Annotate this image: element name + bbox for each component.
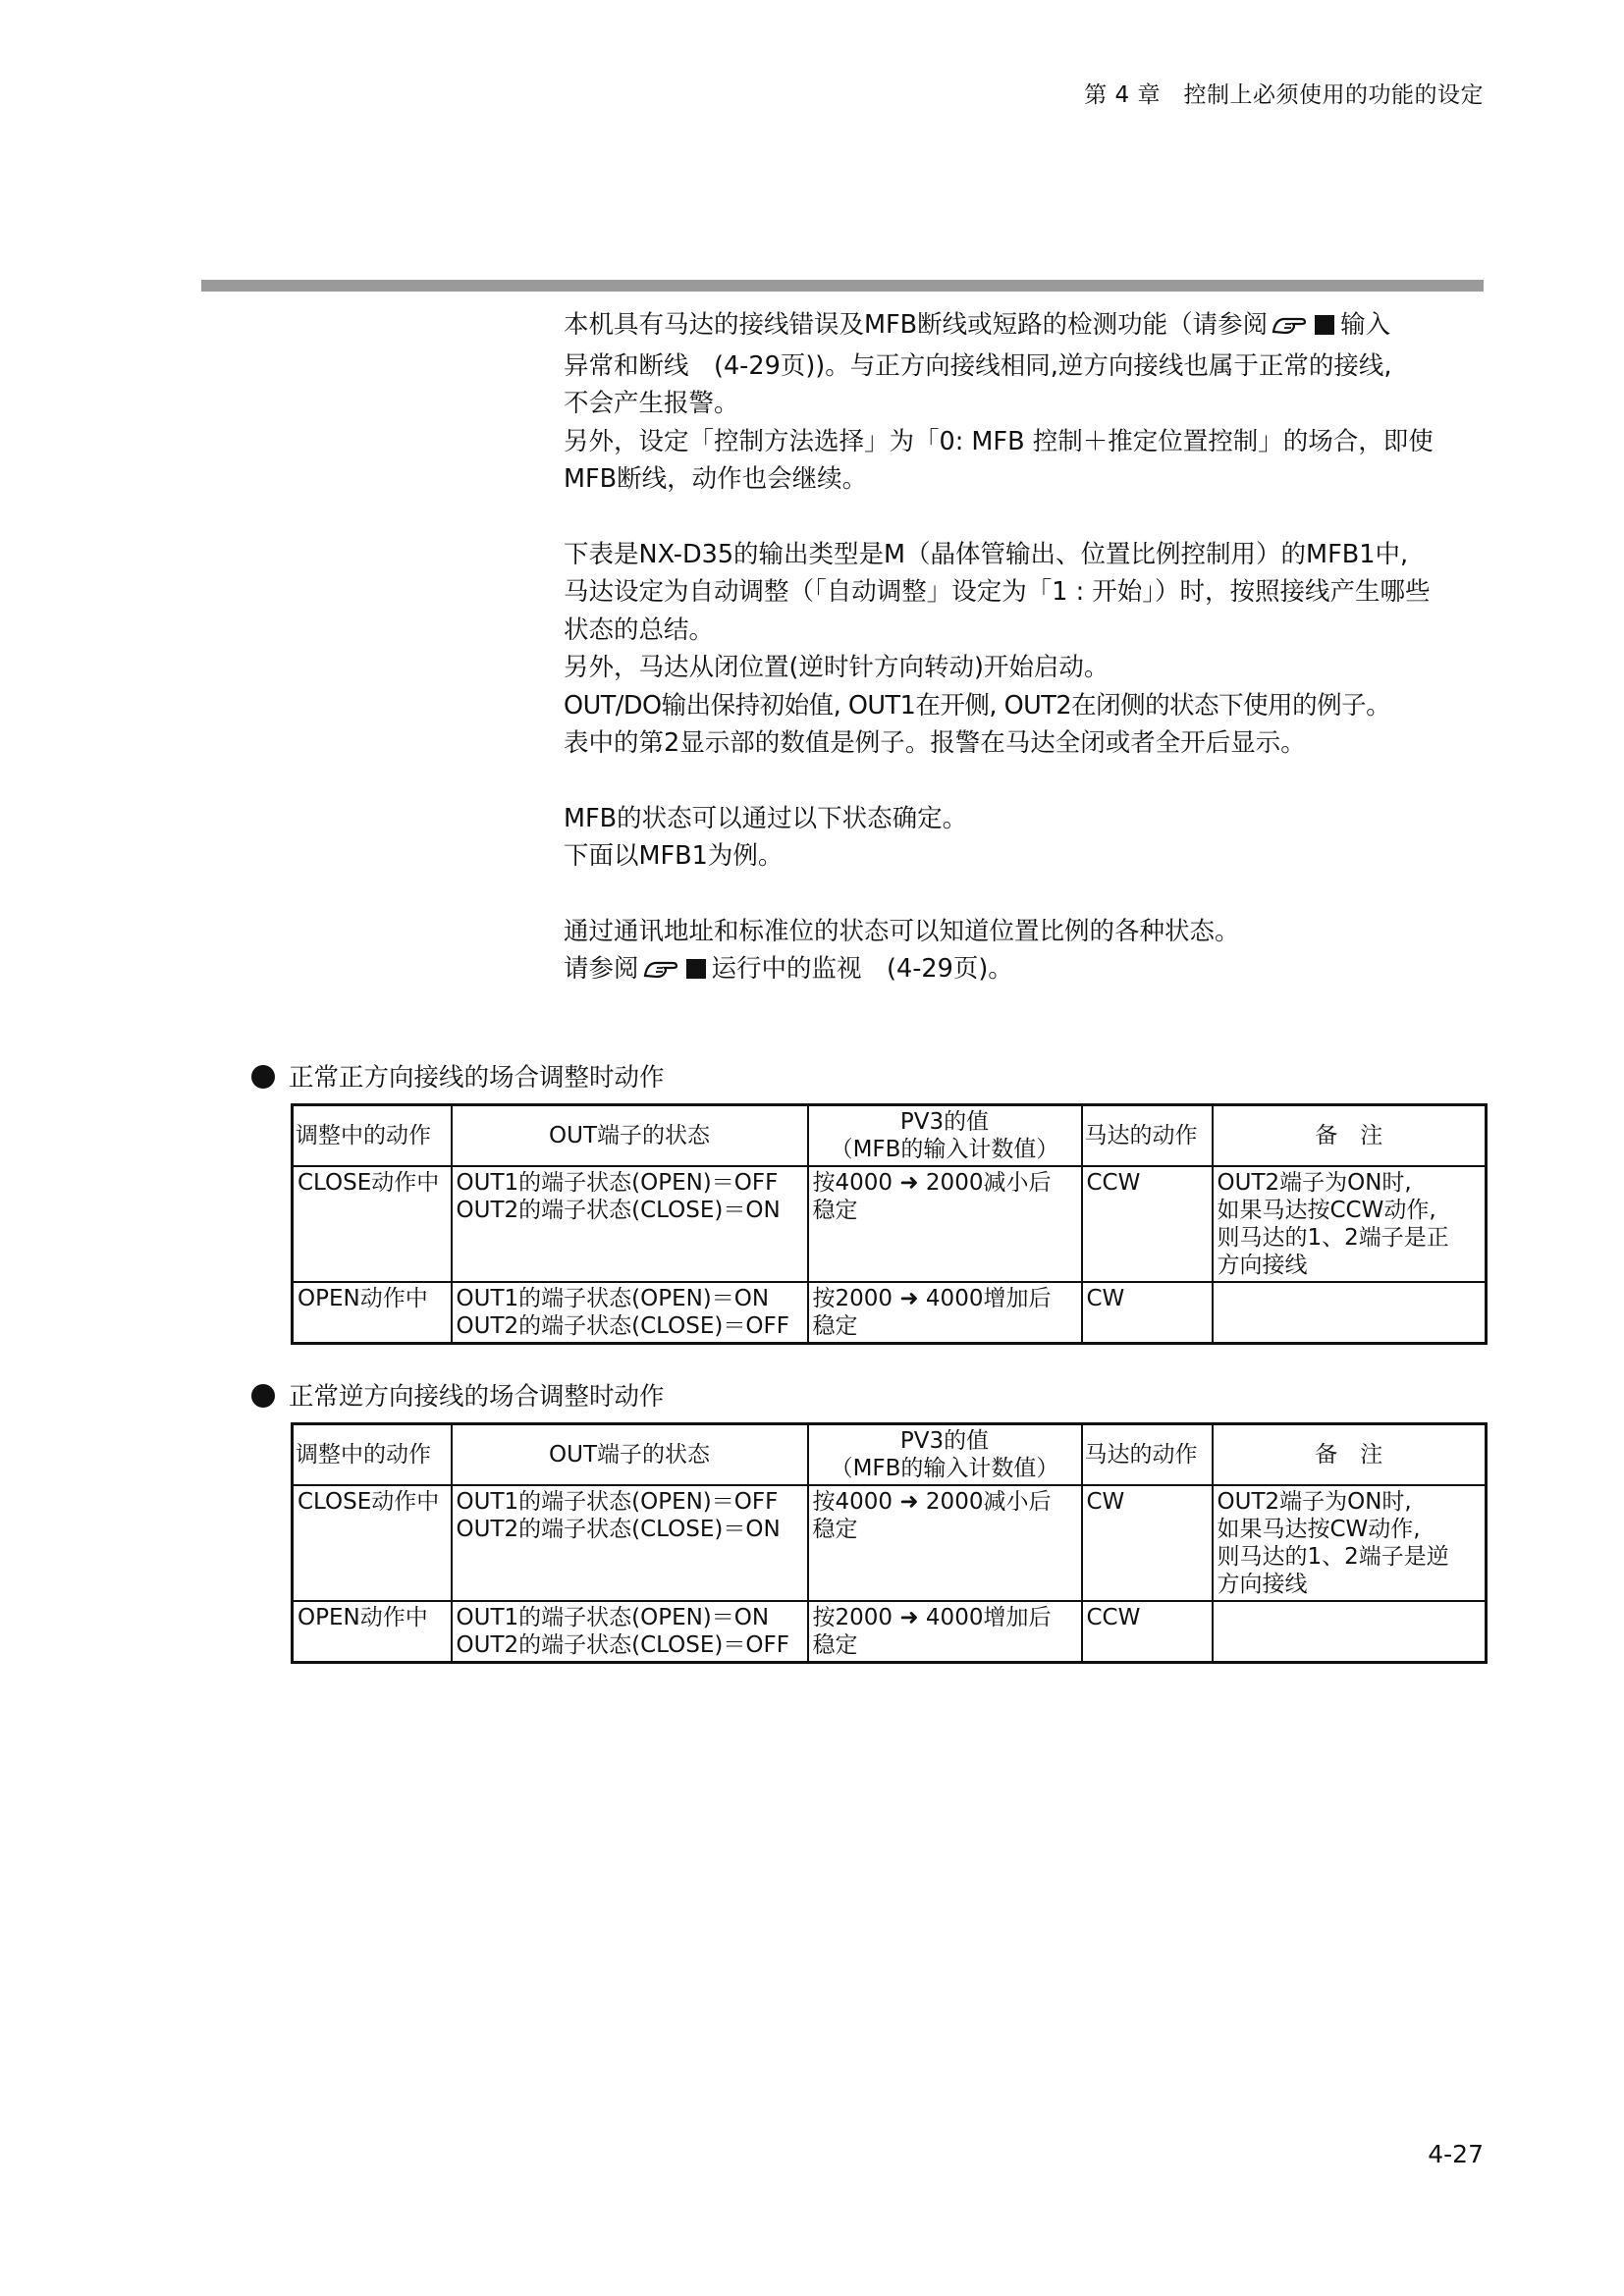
header-action: 调整中的动作: [293, 1105, 452, 1167]
cell-pv3: [808, 1485, 1082, 1601]
cell-notes: [1213, 1485, 1487, 1601]
paragraph-line: [564, 950, 1487, 991]
bullet-icon: [251, 1384, 275, 1408]
paragraph-line: 另外，马达从闭位置(逆时针方向转动)开始启动。: [564, 653, 1110, 682]
paragraph-line: MFB断线，动作也会继续。: [564, 464, 868, 494]
cell-motor: CCW: [1082, 1166, 1213, 1282]
header-out-state: OUT端子的状态: [452, 1424, 808, 1486]
section-divider: [201, 280, 1484, 292]
paragraph-line: MFB的状态可以通过以下状态确定。: [564, 803, 968, 833]
text-span: OUT2的端子状态(CLOSE)＝ON: [456, 1517, 781, 1542]
header-motor: 马达的动作: [1082, 1105, 1213, 1167]
cell-pv3: [808, 1282, 1082, 1344]
paragraph-line: 马达设定为自动调整（「自动调整」设定为「1 : 开始」）时，按照接线产生哪些: [564, 577, 1431, 607]
text-span: OUT2端子为ON时,: [1217, 1170, 1412, 1196]
paragraph-line: 异常和断线 (4-29页))。与正方向接线相同,逆方向接线也属于正常的接线,: [564, 350, 1392, 381]
reverse-wiring-table: [291, 1422, 1488, 1664]
table-row: [293, 1166, 1487, 1282]
paragraph-line: OUT/DO输出保持初始值, OUT1在开侧, OUT2在闭侧的状态下使用的例子。: [564, 690, 1391, 721]
text-span: （MFB的输入计数值）: [830, 1456, 1059, 1481]
text-span: 如果马达按CCW动作,: [1217, 1198, 1436, 1223]
square-marker-icon: [1315, 315, 1334, 335]
text-span: 运行中的监视 (4-29页)。: [711, 954, 1013, 984]
paragraph-line: [564, 306, 1487, 347]
text-span: 稳定: [812, 1313, 858, 1339]
bullet-icon: [251, 1065, 275, 1089]
text-span: OUT1的端子状态(OPEN)＝OFF: [456, 1489, 779, 1515]
cell-out-state: [452, 1166, 808, 1282]
text-span: OUT1的端子状态(OPEN)＝OFF: [456, 1170, 779, 1196]
paragraph-line: 不会产生报警。: [564, 389, 739, 418]
text-span: 本机具有马达的接线错误及MFB断线或短路的检测功能（请参阅: [564, 310, 1269, 340]
table-row: [293, 1601, 1487, 1663]
cell-motor: CW: [1082, 1485, 1213, 1601]
cell-notes: [1213, 1166, 1487, 1282]
cell-notes: [1213, 1601, 1487, 1663]
text-span: PV3的值: [899, 1109, 990, 1135]
text-span: 请参阅: [564, 954, 639, 984]
text-span: OUT2的端子状态(CLOSE)＝OFF: [456, 1313, 789, 1339]
cell-pv3: [808, 1601, 1082, 1663]
header-notes: 备 注: [1213, 1105, 1487, 1167]
page-number: 4-27: [1428, 2140, 1484, 2168]
paragraph-line: 下面以MFB1为例。: [564, 841, 784, 871]
text-span: （MFB的输入计数值）: [830, 1137, 1059, 1162]
text-span: 输入: [1340, 310, 1391, 340]
text-span: 方向接线: [1217, 1253, 1308, 1278]
square-marker-icon: [686, 959, 706, 979]
paragraph-line: 下表是NX-D35的输出类型是M（晶体管输出、位置比例控制用）的MFB1中,: [564, 539, 1409, 569]
text-span: OUT1的端子状态(OPEN)＝ON: [456, 1286, 770, 1311]
text-span: 按4000 ➜ 2000减小后: [812, 1489, 1052, 1515]
text-span: 如果马达按CW动作,: [1217, 1517, 1421, 1542]
header-pv3: [808, 1105, 1082, 1167]
paragraph-line: 状态的总结。: [564, 614, 715, 645]
cell-pv3: [808, 1166, 1082, 1282]
cell-out-state: [452, 1485, 808, 1601]
table-header-row: [293, 1424, 1487, 1486]
text-span: 则马达的1、2端子是逆: [1217, 1544, 1449, 1570]
header-out-state: OUT端子的状态: [452, 1105, 808, 1167]
text-span: OUT2的端子状态(CLOSE)＝OFF: [456, 1632, 789, 1658]
section-title-forward: [251, 1058, 665, 1094]
text-span: 按2000 ➜ 4000增加后: [812, 1286, 1052, 1311]
chapter-header: 第 4 章 控制上必须使用的功能的设定: [1084, 82, 1484, 108]
text-span: 则马达的1、2端子是正: [1217, 1225, 1449, 1251]
header-motor: 马达的动作: [1082, 1424, 1213, 1486]
header-notes: 备 注: [1213, 1424, 1487, 1486]
pointing-hand-icon: [643, 953, 680, 991]
text-span: 稳定: [812, 1517, 858, 1542]
section-title-text: 正常正方向接线的场合调整时动作: [289, 1063, 665, 1093]
section-title-reverse: [251, 1377, 665, 1413]
cell-motor: CCW: [1082, 1601, 1213, 1663]
cell-out-state: [452, 1601, 808, 1663]
header-pv3: [808, 1424, 1082, 1486]
text-span: 按4000 ➜ 2000减小后: [812, 1170, 1052, 1196]
table-row: [293, 1485, 1487, 1601]
header-action: 调整中的动作: [293, 1424, 452, 1486]
text-span: PV3的值: [899, 1428, 990, 1454]
cell-out-state: [452, 1282, 808, 1344]
cell-action: CLOSE动作中: [293, 1485, 452, 1601]
table-header-row: [293, 1105, 1487, 1167]
section-title-text: 正常逆方向接线的场合调整时动作: [289, 1382, 665, 1412]
cell-notes: [1213, 1282, 1487, 1344]
pointing-hand-icon: [1272, 309, 1309, 347]
cell-action: CLOSE动作中: [293, 1166, 452, 1282]
cell-action: OPEN动作中: [293, 1601, 452, 1663]
body-text: [564, 306, 1487, 991]
forward-wiring-table: [291, 1103, 1488, 1345]
text-span: 方向接线: [1217, 1572, 1308, 1597]
text-span: OUT2端子为ON时,: [1217, 1489, 1412, 1515]
paragraph-line: 通过通讯地址和标准位的状态可以知道位置比例的各种状态。: [564, 916, 1240, 946]
text-span: 稳定: [812, 1198, 858, 1223]
cell-action: OPEN动作中: [293, 1282, 452, 1344]
text-span: OUT1的端子状态(OPEN)＝ON: [456, 1605, 770, 1630]
paragraph-line: 表中的第2显示部的数值是例子。报警在马达全闭或者全开后显示。: [564, 728, 1306, 758]
paragraph-line: 另外，设定「控制方法选择」为「0: MFB 控制＋推定位置控制」的场合，即使: [564, 426, 1434, 456]
cell-motor: CW: [1082, 1282, 1213, 1344]
table-row: [293, 1282, 1487, 1344]
text-span: 按2000 ➜ 4000增加后: [812, 1605, 1052, 1630]
text-span: 稳定: [812, 1632, 858, 1658]
text-span: OUT2的端子状态(CLOSE)＝ON: [456, 1198, 781, 1223]
